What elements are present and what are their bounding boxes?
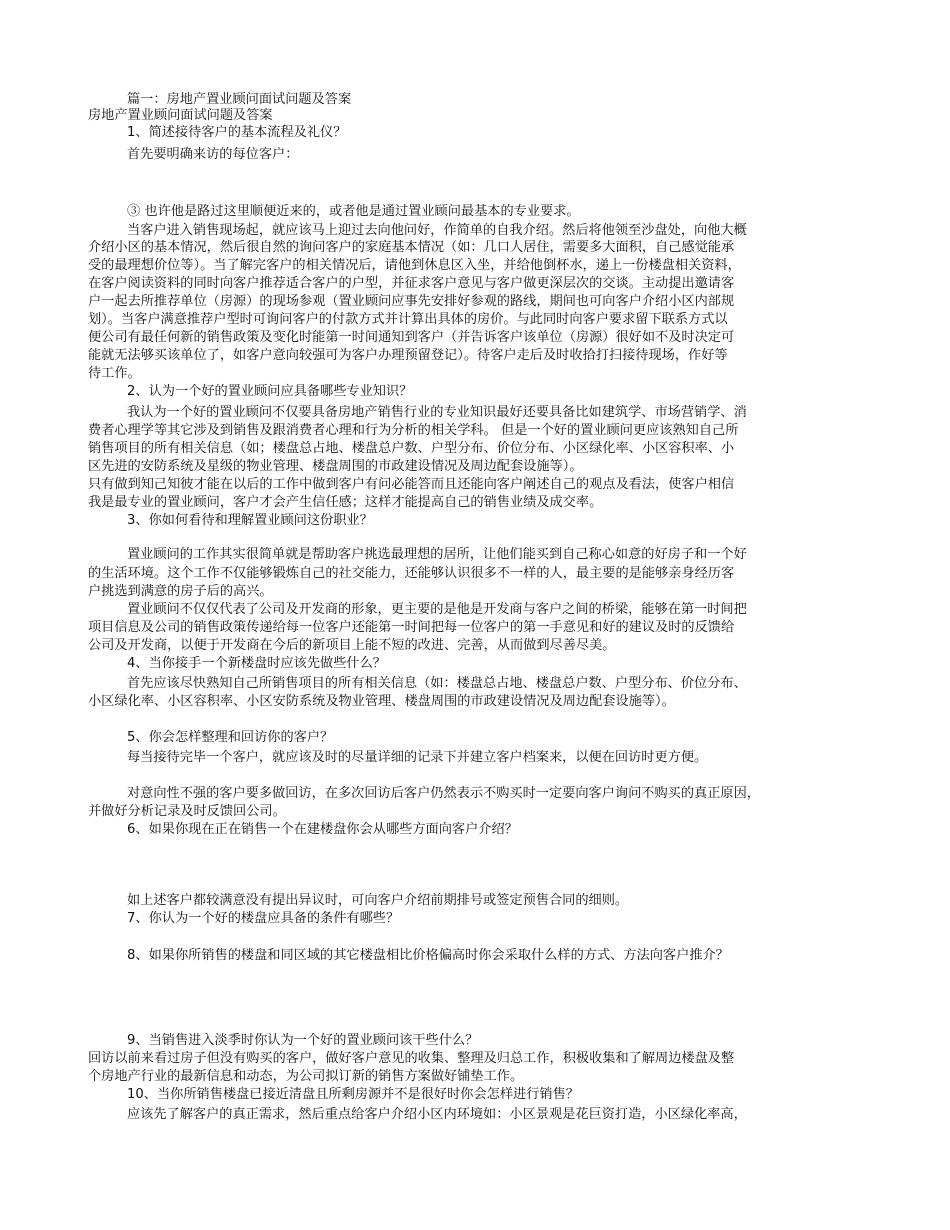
answer-line: 介绍小区的基本情况，然后很自然的询问客户的家庭基本情况（如：几口人居住，需要多大面积，自己感觉能承: [88, 240, 735, 255]
answer-line: 小区绿化率、小区容积率、小区安防系统及物业管理、楼盘周围的市政建设情况及周边配套设施等）。: [88, 694, 675, 709]
answer-line: 并做好分析记录及时反馈回公司。: [88, 804, 286, 819]
answer-line: 如上述客户都较满意没有提出异议时，可向客户介绍前期排号或签定预售合同的细则。: [127, 893, 629, 908]
question-4: 4、当你接手一个新楼盘时应该先做些什么？: [127, 656, 386, 671]
question-3: 3、你如何看待和理解置业顾问这份职业？: [127, 513, 373, 528]
question-2: 2、认为一个好的置业顾问应具备哪些专业知识？: [127, 384, 413, 399]
doc-title: 篇一：房地产置业顾问面试问题及答案: [127, 92, 352, 107]
question-9: 9、当销售进入淡季时你认为一个好的置业顾问该干些什么？: [127, 1033, 479, 1048]
question-1: 1、简述接待客户的基本流程及礼仪？: [127, 125, 347, 140]
doc-subtitle: 房地产置业顾问面试问题及答案: [88, 108, 273, 123]
answer-line: 区先进的安防系统及星级的物业管理、楼盘周围的市政建设情况及周边配套设施等）。: [88, 459, 583, 474]
answer-line: 首先应该尽快熟知自己所销售项目的所有相关信息（如：楼盘总占地、楼盘总户数、户型分布、价位分布、: [127, 676, 747, 691]
answer-line: 便公司有最任何新的销售政策及变化时能第一时间通知到客户（并告诉客户该单位（房源）很好如不及时决定可: [88, 330, 735, 345]
question-6: 6、如果你现在正在销售一个在建楼盘你会从哪些方面向客户介绍？: [127, 822, 518, 837]
answer-line: 在客户阅读资料的同时向客户推荐适合客户的户型，并征求客户意见与客户做更深层次的交谈。主动提出邀请客: [88, 276, 735, 291]
answer-line: 置业顾问不仅仅代表了公司及开发商的形象，更主要的是他是开发商与客户之间的桥梁，能够在第一时间把: [127, 602, 747, 617]
answer-line: 销售项目的所有相关信息（如；楼盘总占地、楼盘总户数、户型分布、价位分布、小区绿化率、小区容积率、小: [88, 441, 735, 456]
answer-line: 公司及开发商，以便于开发商在今后的新项目上能不短的改进、完善，从而做到尽善尽美。: [88, 638, 616, 653]
answer-line: 我认为一个好的置业顾问不仅要具备房地产销售行业的专业知识最好还要具备比如建筑学、市场营销学、消: [127, 405, 747, 420]
answer-line: 首先要明确来访的每位客户：: [127, 147, 299, 162]
question-8: 8、如果你所销售的楼盘和同区域的其它楼盘相比价格偏高时你会采取什么样的方式、方法向客户推介？: [127, 948, 729, 963]
answer-line: 费者心理学等其它涉及到销售及跟消费者心理和行为分析的相关学科。 但是一个好的置业顾问更应该熟知自己所: [88, 423, 739, 438]
answer-line: 应该先了解客户的真正需求，然后重点给客户介绍小区内环境如：小区景观是花巨资打造，小区绿化率高，: [127, 1107, 747, 1122]
answer-line: 置业顾问的工作其实很简单就是帮助客户挑选最理想的居所，让他们能买到自己称心如意的好房子和一个好: [127, 547, 747, 562]
answer-line: 的生活环境。这个工作不仅能够锻炼自己的社交能力，还能够认识很多不一样的人，最主要的是能够亲身经历客: [88, 566, 735, 581]
question-10: 10、当你所销售楼盘已接近清盘且所剩房源并不是很好时你会怎样进行销售？: [127, 1087, 579, 1102]
answer-line: 对意向性不强的客户要多做回访，在多次回访后客户仍然表示不购买时一定要向客户询问不购买的真正原因，: [127, 786, 760, 801]
answer-line: 只有做到知己知彼才能在以后的工作中做到客户有问必能答而且还能向客户阐述自己的观点及看法，使客户相信: [88, 477, 735, 492]
answer-line: 项目信息及公司的销售政策传递给每一位客户还能第一时间把每一位客户的第一手意见和好的建议及时的反馈给: [88, 620, 735, 635]
answer-line: 划）。当客户满意推荐户型时可询问客户的付款方式并计算出具体的房价。与此同时向客户要求留下联系方式以: [88, 312, 728, 327]
answer-line: ③ 也许他是路过这里顺便近来的，或者他是通过置业顾问最基本的专业要求。: [127, 204, 580, 219]
answer-line: 我是最专业的置业顾问，客户才会产生信任感；这样才能提高自己的销售业绩及成交率。: [88, 495, 603, 510]
answer-line: 待工作。: [88, 366, 141, 381]
answer-line: 户一起去所推荐单位（房源）的现场参观（置业顾问应事先安排好参观的路线，期间也可向客户介绍小区内部规: [88, 294, 735, 309]
answer-line: 个房地产行业的最新信息和动态，为公司拟订新的销售方案做好铺垫工作。: [88, 1069, 524, 1084]
question-5: 5、你会怎样整理和回访你的客户？: [127, 730, 334, 745]
answer-line: 当客户进入销售现场起，就应该马上迎过去向他问好，作简单的自我介绍。然后将他领至沙盘处，向他大概: [127, 223, 747, 238]
answer-line: 受的最理想价位等）。当了解完客户的相关情况后，请他到休息区入坐，并给他倒杯水，递上一份楼盘相关资料，: [88, 258, 741, 273]
answer-line: 户挑选到满意的房子后的高兴。: [88, 584, 273, 599]
answer-line: 能就无法够买该单位了，如客户意向较强可为客户办理预留登记）。待客户走后及时收拾打扫接待现场，作好等: [88, 348, 728, 363]
question-7: 7、你认为一个好的楼盘应具备的条件有哪些？: [127, 911, 400, 926]
answer-line: 每当接待完毕一个客户，就应该及时的尽量详细的记录下并建立客户档案来，以便在回访时更方便。: [127, 750, 708, 765]
answer-line: 回访以前来看过房子但没有购买的客户，做好客户意见的收集、整理及归总工作，积极收集和了解周边楼盘及整: [88, 1051, 735, 1066]
